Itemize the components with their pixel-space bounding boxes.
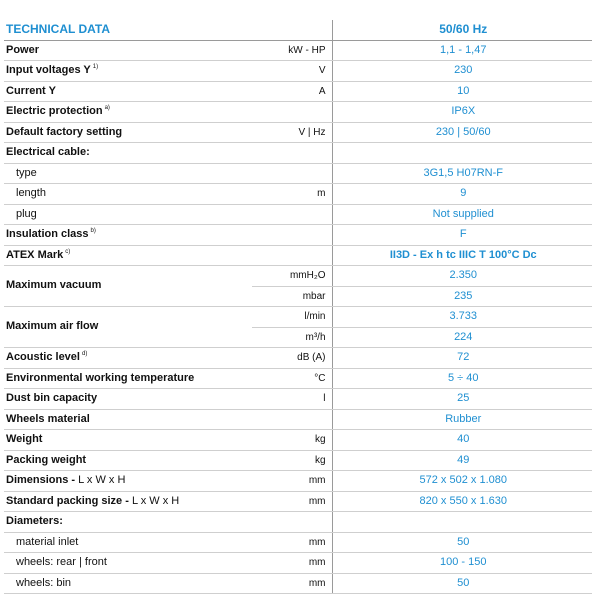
technical-data-sheet	[4, 20, 592, 594]
row-value: 1,1 - 1,47	[332, 40, 592, 61]
table-row	[4, 61, 592, 82]
row-unit: l/min	[252, 307, 332, 328]
row-unit: V | Hz	[252, 122, 332, 143]
row-value: 230	[332, 61, 592, 82]
table-row	[4, 122, 592, 143]
row-value: 10	[332, 81, 592, 102]
row-label: Environmental working temperature	[4, 368, 252, 389]
row-label: Insulation class $^{b)}$	[4, 225, 252, 246]
row-unit: mm	[252, 491, 332, 512]
row-label: Power	[4, 40, 252, 61]
table-row	[4, 368, 592, 389]
row-label: wheels: bin	[4, 573, 252, 594]
row-value: 49	[332, 450, 592, 471]
row-label: Default factory setting	[4, 122, 252, 143]
row-value: 5 ÷ 40	[332, 368, 592, 389]
row-unit	[252, 143, 332, 164]
footnote-mark: d)	[81, 351, 88, 357]
row-unit	[252, 512, 332, 533]
row-unit: m³/h	[252, 327, 332, 348]
table-row	[4, 40, 592, 61]
row-unit: mbar	[252, 286, 332, 307]
row-value: 3.733	[332, 307, 592, 328]
table-row	[4, 245, 592, 266]
row-value: 100 - 150	[332, 553, 592, 574]
row-label: Maximum air flow	[4, 307, 252, 348]
row-value: Not supplied	[332, 204, 592, 225]
row-unit: dB (A)	[252, 348, 332, 369]
table-row	[4, 573, 592, 594]
table-row	[4, 266, 592, 287]
row-unit: V	[252, 61, 332, 82]
row-value: IP6X	[332, 102, 592, 123]
table-header-row	[4, 20, 592, 40]
row-unit	[252, 204, 332, 225]
row-unit	[252, 409, 332, 430]
table-row	[4, 389, 592, 410]
row-value: 230 | 50/60	[332, 122, 592, 143]
table-row	[4, 553, 592, 574]
table-row	[4, 81, 592, 102]
row-label: Dust bin capacity	[4, 389, 252, 410]
row-unit: A	[252, 81, 332, 102]
footnote-mark: c)	[65, 248, 71, 255]
row-label: ATEX Mark $^{c)}$	[4, 245, 252, 266]
table-row	[4, 225, 592, 246]
row-value	[332, 143, 592, 164]
row-label: Electric protection $^{a)}$	[4, 102, 252, 123]
row-label: Maximum vacuum	[4, 266, 252, 307]
row-unit: kg	[252, 450, 332, 471]
row-value	[332, 512, 592, 533]
row-label: Packing weight	[4, 450, 252, 471]
table-row	[4, 204, 592, 225]
row-unit: mm	[252, 553, 332, 574]
row-value: 3G1,5 H07RN-F	[332, 163, 592, 184]
footnote-mark: b)	[90, 228, 96, 234]
row-label: length	[4, 184, 252, 205]
footnote-mark: 1)	[92, 64, 99, 70]
row-value: 235	[332, 286, 592, 307]
row-value: II3D - Ex h tc IIIC T 100°C Dc	[332, 245, 592, 266]
table-row	[4, 409, 592, 430]
footnote-mark: a)	[104, 105, 110, 111]
row-unit	[252, 225, 332, 246]
row-label: Electrical cable:	[4, 143, 252, 164]
row-value: 9	[332, 184, 592, 205]
row-label: Input voltages Y $^{1)}$	[4, 61, 252, 82]
row-unit: m	[252, 184, 332, 205]
row-label: material inlet	[4, 532, 252, 553]
row-label: type	[4, 163, 252, 184]
header-unit-cell	[252, 20, 332, 40]
table-row	[4, 512, 592, 533]
table-row	[4, 532, 592, 553]
table-row	[4, 450, 592, 471]
table-row	[4, 163, 592, 184]
table-row	[4, 471, 592, 492]
row-value: 820 x 550 x 1.630	[332, 491, 592, 512]
row-unit: mm	[252, 471, 332, 492]
row-value: 2.350	[332, 266, 592, 287]
row-label: Wheels material	[4, 409, 252, 430]
row-value: F	[332, 225, 592, 246]
row-unit: l	[252, 389, 332, 410]
row-unit: kW - HP	[252, 40, 332, 61]
row-unit: mmH₂O	[252, 266, 332, 287]
row-label: wheels: rear | front	[4, 553, 252, 574]
row-value: 572 x 502 x 1.080	[332, 471, 592, 492]
row-unit	[252, 102, 332, 123]
table-row	[4, 184, 592, 205]
frequency-header: 50/60 Hz	[332, 20, 592, 40]
row-unit: mm	[252, 573, 332, 594]
row-unit: mm	[252, 532, 332, 553]
row-value: 40	[332, 430, 592, 451]
row-label: Acoustic level $^{d)}$	[4, 348, 252, 369]
table-row	[4, 102, 592, 123]
row-label: Weight	[4, 430, 252, 451]
row-value: 50	[332, 573, 592, 594]
row-label: Dimensions - L x W x H	[4, 471, 252, 492]
table-row	[4, 307, 592, 328]
table-row	[4, 430, 592, 451]
row-value: 50	[332, 532, 592, 553]
row-unit	[252, 163, 332, 184]
row-unit: °C	[252, 368, 332, 389]
row-value: 72	[332, 348, 592, 369]
row-label: Current Y	[4, 81, 252, 102]
row-label: Standard packing size - L x W x H	[4, 491, 252, 512]
table-row	[4, 348, 592, 369]
row-value: 25	[332, 389, 592, 410]
technical-data-table	[4, 20, 592, 594]
table-row	[4, 491, 592, 512]
row-label: plug	[4, 204, 252, 225]
row-value: Rubber	[332, 409, 592, 430]
row-label: Diameters:	[4, 512, 252, 533]
row-value: 224	[332, 327, 592, 348]
table-title: TECHNICAL DATA	[4, 20, 252, 40]
row-unit	[252, 245, 332, 266]
table-row	[4, 143, 592, 164]
row-unit: kg	[252, 430, 332, 451]
